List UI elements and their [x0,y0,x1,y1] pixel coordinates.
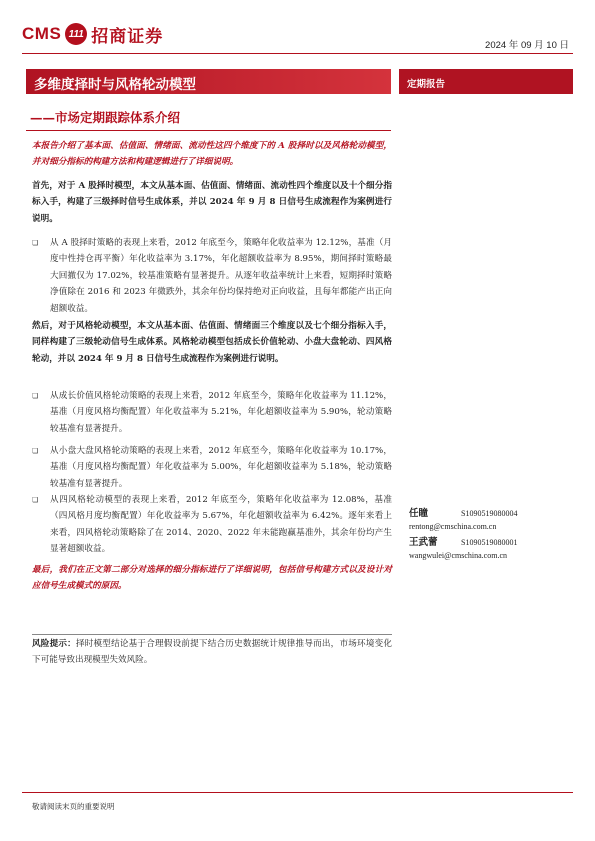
logo-mark-icon: 111 [65,23,87,45]
list-item [32,443,392,492]
bullet-text: 从 A 股择时策略的表现上来看，2012 年底至今，策略年化收益率为 12.12%，基准（月度中性持仓再平衡）年化收益率为 3.17%，年化超额收益率为 8.95%，期间择时策略最大回撤仅为 17.02%，较基准策略有显著提升。从逐年收益率统计上来看，短期择时策略净值除在 2016 和 2023 年微跌外，其余年份均保持绝对正向收益，且每年都能产出正向超额收益。 [50,238,392,314]
report-title: 多维度择时与风格轮动模型 [34,77,196,93]
list-item [32,388,392,437]
company-logo [22,20,163,48]
analyst-email[interactable]: rentong@cmschina.com.cn [409,522,497,531]
subtitle-divider [26,130,391,131]
logo-cn-text: 招商证券 [91,26,164,47]
logo-cms-text: CMS [22,24,62,43]
intro-paragraph: 本报告介绍了基本面、估值面、情绪面、流动性这四个维度下的 A 股择时以及风格轮动模型，并对细分指标的构建方法和构建逻辑进行了详细说明。 [32,141,392,168]
title-banner [26,69,391,94]
footer-note: 敬请阅读末页的重要说明 [32,802,115,811]
risk-label: 风险提示： [32,639,76,649]
section2-paragraph: 然后，对于风格轮动模型，本文从基本面、估值面、情绪面三个维度以及七个细分指标入手，同样构建了三级轮动信号生成体系。风格轮动模型包括成长价值轮动、小盘大盘轮动、四风格轮动，并以 2024 年 9 月 8 日信号生成流程作为案例进行说明。 [32,321,392,364]
report-date: 2024 年 09 月 10 日 [485,40,569,51]
section1-paragraph: 首先，对于 A 股择时模型，本文从基本面、估值面、情绪面、流动性四个维度以及十个细分指标入手，构建了三级择时信号生成体系，并以 2024 年 9 月 8 日信号生成流程作为案例进行说明。 [32,181,392,224]
header-divider [22,53,573,54]
checkbox-bullet-icon: ❏ [32,392,39,400]
bullet-text: 从成长价值风格轮动策略的表现上来看，2012 年底至今，策略年化收益率为 11.12%，基准（月度风格均衡配置）年化收益率为 5.21%，年化超额收益率为 5.90%，轮动策略较基准有显著提升。 [50,391,392,434]
analyst-name: 任瞳 [409,508,429,519]
analyst-card [409,505,517,531]
bullet-text: 从小盘大盘风格轮动策略的表现上来看，2012 年底至今，策略年化收益率为 10.17%，基准（月度风格均衡配置）年化收益率为 5.00%，年化超额收益率为 5.18%，轮动策略较基准有显著提升。 [50,446,392,489]
report-type: 定期报告 [407,79,446,90]
analyst-id: S1090519080004 [461,509,518,518]
risk-text: 择时模型结论基于合理假设前提下结合历史数据统计规律推导而出，市场环境变化下可能导致出现模型失效风险。 [32,639,392,666]
checkbox-bullet-icon: ❏ [32,239,39,247]
closing-paragraph: 最后，我们在正文第二部分对选择的细分指标进行了详细说明，包括信号构建方式以及设计对应信号生成模式的原因。 [32,565,392,592]
report-type-banner [399,69,573,94]
list-item [32,235,392,317]
analyst-name: 王武蕾 [409,537,438,548]
list-item [32,492,392,558]
checkbox-bullet-icon: ❏ [32,496,39,504]
report-subtitle: ——市场定期跟踪体系介绍 [30,110,181,125]
analyst-email[interactable]: wangwulei@cmschina.com.cn [409,551,508,560]
bullet-text: 从四风格轮动模型的表现上来看，2012 年底至今，策略年化收益率为 12.08%，基准（四风格月度均衡配置）年化收益率为 5.67%，年化超额收益率为 6.42%。逐年来看上来看，四风格轮动策略除了在 2014、2020、2022 年未能跑赢基准外，其余年份均产生显著超额收益。 [50,495,392,555]
analyst-id: S1090519080001 [461,538,518,547]
checkbox-bullet-icon: ❏ [32,447,39,455]
analyst-card [409,534,517,560]
footer-divider [22,792,573,793]
risk-paragraph [32,636,392,669]
risk-divider [32,634,392,635]
